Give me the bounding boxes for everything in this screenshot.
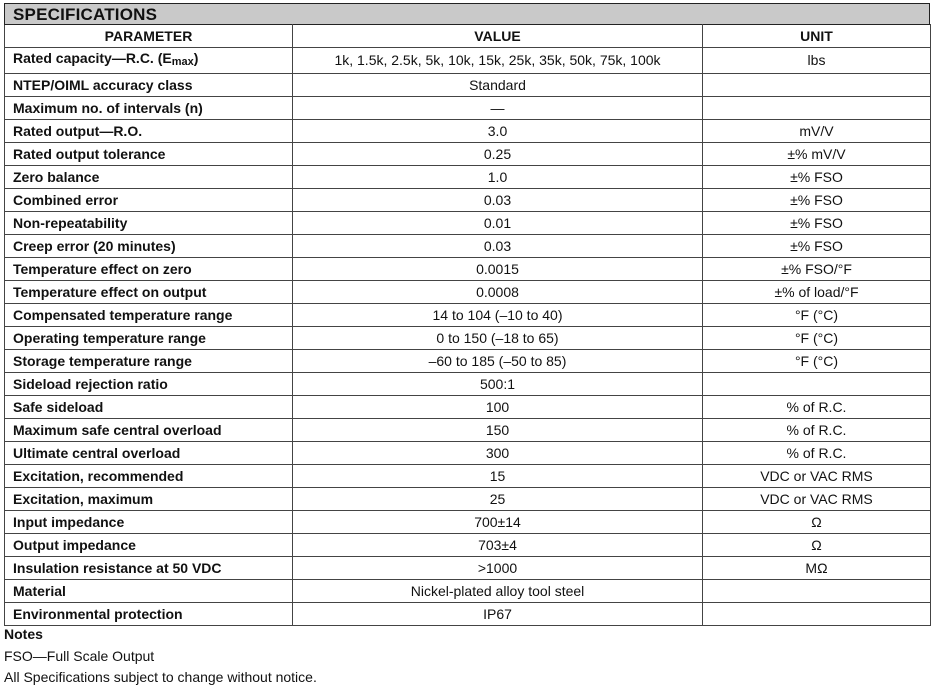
parameter-cell: Non-repeatability: [5, 212, 293, 235]
value-cell: 500:1: [293, 373, 703, 396]
value-cell: IP67: [293, 603, 703, 626]
table-row: [5, 120, 931, 143]
unit-cell: ±% FSO/°F: [703, 258, 931, 281]
table-row: [5, 48, 931, 74]
value-cell: 15: [293, 465, 703, 488]
parameter-cell: Output impedance: [5, 534, 293, 557]
table-row: [5, 488, 931, 511]
value-cell: 150: [293, 419, 703, 442]
table-row: [5, 281, 931, 304]
parameter-cell: Temperature effect on zero: [5, 258, 293, 281]
unit-cell: °F (°C): [703, 350, 931, 373]
parameter-cell: Maximum no. of intervals (n): [5, 97, 293, 120]
unit-cell: ±% mV/V: [703, 143, 931, 166]
value-cell: 25: [293, 488, 703, 511]
value-cell: 1k, 1.5k, 2.5k, 5k, 10k, 15k, 25k, 35k, 50k, 75k, 100k: [293, 48, 703, 74]
value-cell: 0.03: [293, 189, 703, 212]
unit-cell: ±% FSO: [703, 212, 931, 235]
parameter-cell: Safe sideload: [5, 396, 293, 419]
value-column-header: VALUE: [293, 25, 703, 48]
table-row: [5, 304, 931, 327]
unit-cell: °F (°C): [703, 327, 931, 350]
value-cell: Nickel-plated alloy tool steel: [293, 580, 703, 603]
value-cell: 0.0015: [293, 258, 703, 281]
parameter-cell: Temperature effect on output: [5, 281, 293, 304]
unit-cell: ±% of load/°F: [703, 281, 931, 304]
parameter-cell: Insulation resistance at 50 VDC: [5, 557, 293, 580]
unit-cell: % of R.C.: [703, 419, 931, 442]
table-row: [5, 189, 931, 212]
unit-cell: MΩ: [703, 557, 931, 580]
parameter-cell: Creep error (20 minutes): [5, 235, 293, 258]
table-row: [5, 327, 931, 350]
unit-cell: [703, 603, 931, 626]
specifications-title: SPECIFICATIONS: [4, 3, 930, 24]
specifications-table-container: [4, 3, 930, 626]
table-row: [5, 396, 931, 419]
value-cell: Standard: [293, 74, 703, 97]
parameter-cell: Rated output—R.O.: [5, 120, 293, 143]
parameter-cell: Operating temperature range: [5, 327, 293, 350]
value-cell: —: [293, 97, 703, 120]
parameter-cell: Input impedance: [5, 511, 293, 534]
value-cell: 700±14: [293, 511, 703, 534]
specifications-table: [4, 24, 931, 626]
unit-cell: [703, 97, 931, 120]
unit-cell: [703, 373, 931, 396]
value-cell: 1.0: [293, 166, 703, 189]
parameter-cell: Material: [5, 580, 293, 603]
parameter-cell: Storage temperature range: [5, 350, 293, 373]
parameter-cell: Environmental protection: [5, 603, 293, 626]
parameter-cell: Maximum safe central overload: [5, 419, 293, 442]
value-cell: 3.0: [293, 120, 703, 143]
unit-cell: ±% FSO: [703, 189, 931, 212]
parameter-cell: Rated output tolerance: [5, 143, 293, 166]
table-row: [5, 74, 931, 97]
value-cell: 0.25: [293, 143, 703, 166]
unit-cell: mV/V: [703, 120, 931, 143]
value-cell: 703±4: [293, 534, 703, 557]
parameter-cell: NTEP/OIML accuracy class: [5, 74, 293, 97]
unit-column-header: UNIT: [703, 25, 931, 48]
parameter-cell: Sideload rejection ratio: [5, 373, 293, 396]
value-cell: 14 to 104 (–10 to 40): [293, 304, 703, 327]
table-row: [5, 557, 931, 580]
unit-cell: VDC or VAC RMS: [703, 488, 931, 511]
note-line: All Specifications subject to change without notice.: [4, 669, 317, 685]
notes-section: [4, 624, 317, 689]
parameter-column-header: PARAMETER: [5, 25, 293, 48]
value-cell: –60 to 185 (–50 to 85): [293, 350, 703, 373]
value-cell: 0.0008: [293, 281, 703, 304]
parameter-cell: Zero balance: [5, 166, 293, 189]
table-row: [5, 442, 931, 465]
header-row: [5, 25, 931, 48]
note-line: FSO—Full Scale Output: [4, 647, 155, 664]
value-cell: 0.01: [293, 212, 703, 235]
parameter-cell: Excitation, maximum: [5, 488, 293, 511]
parameter-cell: Rated capacity—R.C. $(E_{max})$: [5, 48, 293, 74]
value-cell: 0 to 150 (–18 to 65): [293, 327, 703, 350]
parameter-cell: Excitation, recommended: [5, 465, 293, 488]
unit-cell: ±% FSO: [703, 166, 931, 189]
unit-cell: % of R.C.: [703, 396, 931, 419]
unit-cell: VDC or VAC RMS: [703, 465, 931, 488]
unit-cell: % of R.C.: [703, 442, 931, 465]
table-row: [5, 235, 931, 258]
value-cell: 100: [293, 396, 703, 419]
table-row: [5, 419, 931, 442]
table-row: [5, 465, 931, 488]
unit-cell: °F (°C): [703, 304, 931, 327]
table-row: [5, 166, 931, 189]
table-row: [5, 580, 931, 603]
table-row: [5, 350, 931, 373]
unit-cell: [703, 580, 931, 603]
unit-cell: [703, 74, 931, 97]
unit-cell: ±% FSO: [703, 235, 931, 258]
specifications-body: [5, 48, 931, 626]
table-row: [5, 258, 931, 281]
table-row: [5, 511, 931, 534]
value-cell: >1000: [293, 557, 703, 580]
unit-cell: Ω: [703, 534, 931, 557]
table-row: [5, 603, 931, 626]
parameter-cell: Combined error: [5, 189, 293, 212]
parameter-cell: Ultimate central overload: [5, 442, 293, 465]
table-row: [5, 143, 931, 166]
value-cell: 300: [293, 442, 703, 465]
table-row: [5, 97, 931, 120]
notes-title: Notes: [4, 626, 43, 642]
table-row: [5, 373, 931, 396]
parameter-cell: Compensated temperature range: [5, 304, 293, 327]
unit-cell: lbs: [703, 48, 931, 74]
value-cell: 0.03: [293, 235, 703, 258]
table-row: [5, 534, 931, 557]
table-row: [5, 212, 931, 235]
unit-cell: Ω: [703, 511, 931, 534]
